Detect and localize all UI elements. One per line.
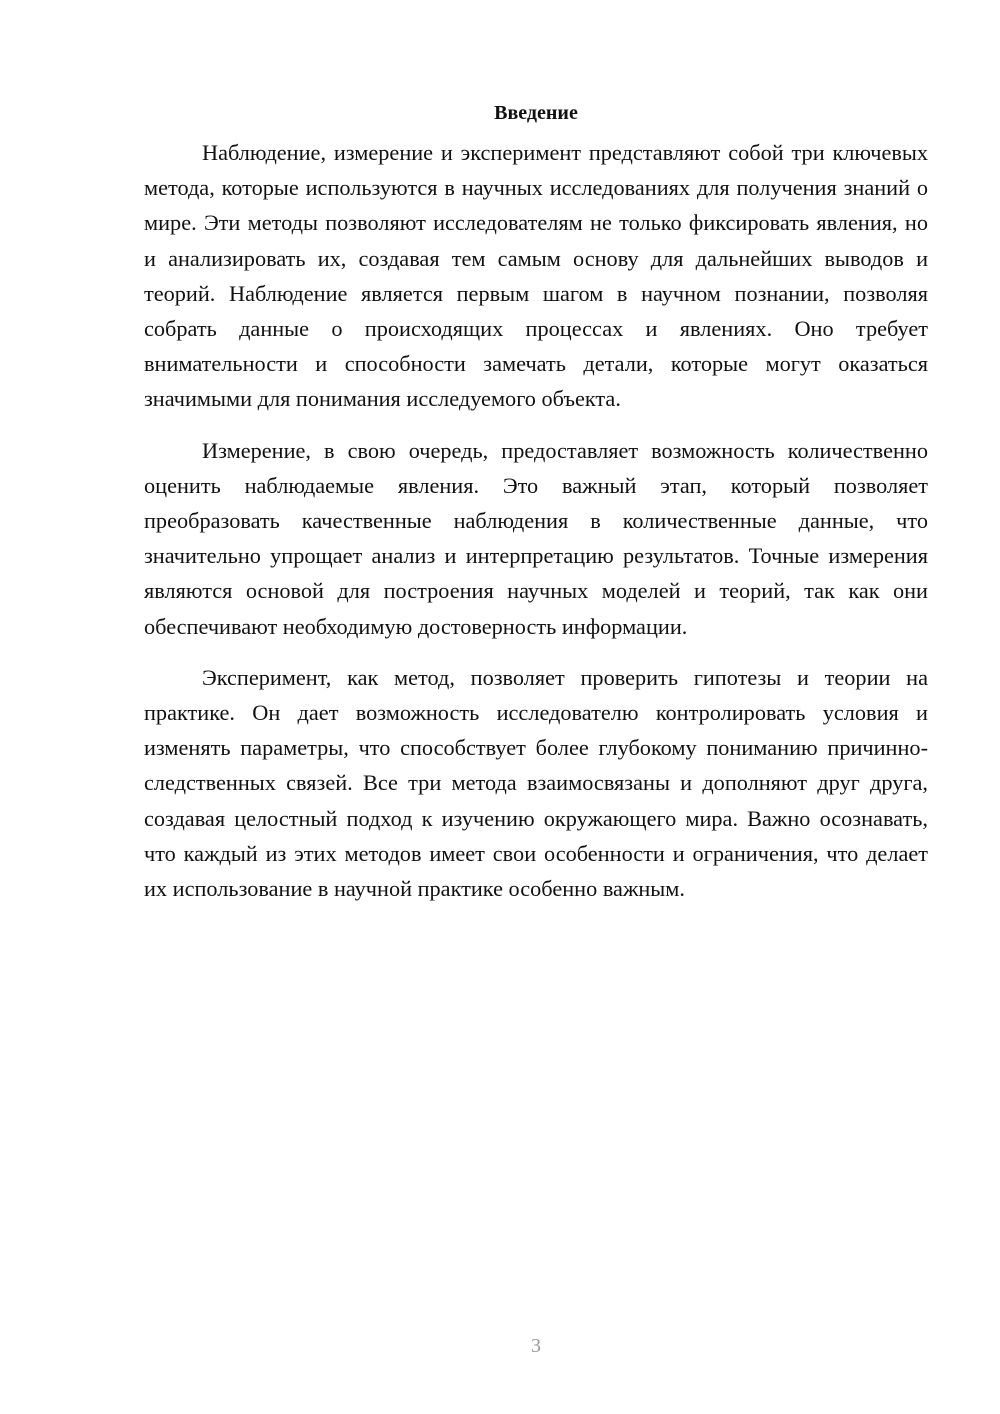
paragraph-1: Наблюдение, измерение и эксперимент представляют собой три ключевых метода, которые используются в научных исследованиях для получения знаний о мире. Эти методы позволяют исследователям не только фиксировать явления, но и анализировать их, создавая тем самым основу для дальнейших выводов и теорий. Наблюдение является первым шагом в научном познании, позволяя собрать данные о происходящих процессах и явлениях. Оно требует внимательности и способности замечать детали, которые могут оказаться значимыми для понимания исследуемого объекта. — [144, 140, 928, 412]
section-title: Введение — [494, 102, 578, 124]
paragraph-2: Измерение, в свою очередь, предоставляет возможность количественно оценить наблюдаемые явления. Это важный этап, который позволяет преобразовать качественные наблюдения в количественные данные, что значительно упрощает анализ и интерпретацию результатов. Точные измерения являются основой для построения научных моделей и теорий, так как они обеспечивают необходимую достоверность информации. — [144, 437, 928, 639]
paragraph-3: Эксперимент, как метод, позволяет проверить гипотезы и теории на практике. Он дает возможность исследователю контролировать условия и изменять параметры, что способствует более глубокому пониманию причинно-следственных связей. Все три метода взаимосвязаны и дополняют друг друга, создавая целостный подход к изучению окружающего мира. Важно осознавать, что каждый из этих методов имеет свои особенности и ограничения, что делает их использование в научной практике особенно важным. — [144, 664, 928, 902]
page-content — [144, 96, 928, 906]
page-number: 3 — [531, 1335, 541, 1357]
